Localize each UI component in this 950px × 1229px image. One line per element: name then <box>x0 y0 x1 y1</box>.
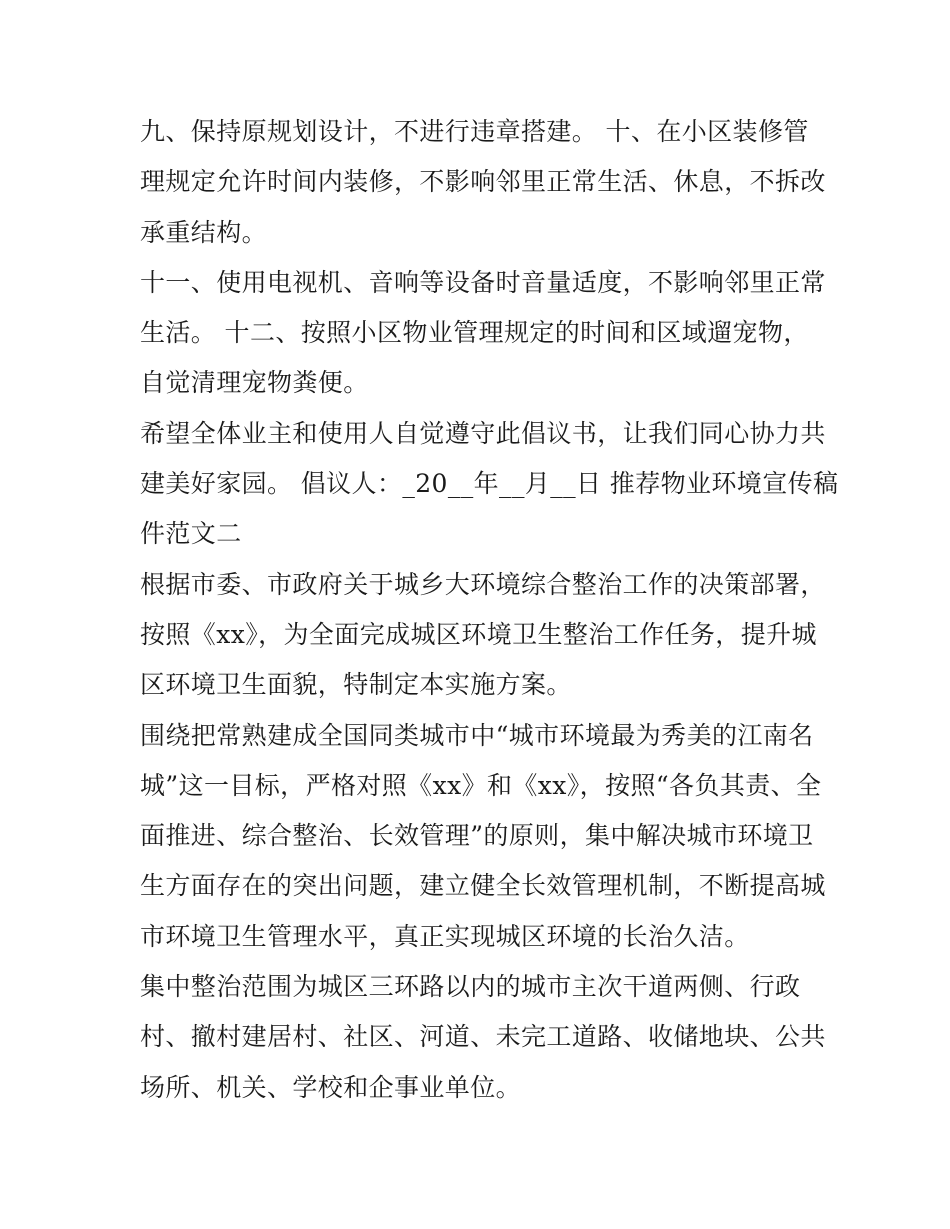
text-line: 理规定允许时间内装修，不影响邻里正常生活、休息，不拆改 <box>140 167 826 197</box>
text-line: 市环境卫生管理水平，真正实现城区环境的长治久洁。 <box>140 921 750 951</box>
text-line: 围绕把常熟建成全国同类城市中“城市环境最为秀美的江南名 <box>140 720 814 750</box>
paragraph-rules-9-10 <box>140 107 826 258</box>
text-line: 承重结构。 <box>140 217 268 247</box>
text-line: 希望全体业主和使用人自觉遵守此倡议书，让我们同心协力共 <box>140 418 826 448</box>
text-line: 城”这一目标，严格对照《xx》和《xx》，按照“各负其责、全 <box>140 770 822 800</box>
text-line: 面推进、综合整治、长效管理”的原则，集中解决城市环境卫 <box>140 821 814 851</box>
paragraph-closing-appeal <box>140 409 839 560</box>
text-line: 件范文二 <box>140 519 242 549</box>
text-line: 按照《xx》，为全面完成城区环境卫生整治工作任务，提升城 <box>140 619 817 649</box>
text-line: 根据市委、市政府关于城乡大环境综合整治工作的决策部署， <box>140 569 826 599</box>
paragraph-scope <box>140 962 826 1113</box>
document-body <box>140 107 839 1113</box>
text-line: 生方面存在的突出问题，建立健全长效管理机制，不断提高城 <box>140 871 826 901</box>
text-line: 村、撤村建居村、社区、河道、未完工道路、收储地块、公共 <box>140 1022 826 1052</box>
paragraph-objective <box>140 711 826 962</box>
text-line: 建美好家园。 倡议人：_20__年__月__日 推荐物业环境宣传稿 <box>140 469 839 499</box>
text-line: 区环境卫生面貌，特制定本实施方案。 <box>140 670 572 700</box>
paragraph-background <box>140 560 826 711</box>
text-line: 生活。 十二、按照小区物业管理规定的时间和区域遛宠物， <box>140 318 809 348</box>
paragraph-rules-11-12 <box>140 258 826 409</box>
text-line: 九、保持原规划设计，不进行违章搭建。 十、在小区装修管 <box>140 117 809 146</box>
text-line: 场所、机关、学校和企事业单位。 <box>140 1072 522 1102</box>
text-line: 十一、使用电视机、音响等设备时音量适度，不影响邻里正常 <box>140 267 826 297</box>
text-line: 集中整治范围为城区三环路以内的城市主次干道两侧、行政 <box>140 972 801 1002</box>
text-line: 自觉清理宠物粪便。 <box>140 368 369 398</box>
